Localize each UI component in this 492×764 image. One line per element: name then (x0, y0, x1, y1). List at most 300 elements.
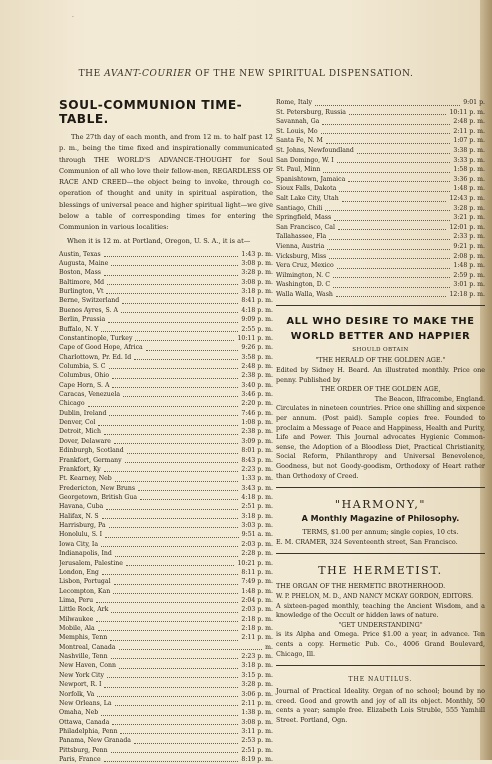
city-name: Norfolk, Va (59, 690, 95, 698)
local-time: 9:21 p. m. (453, 242, 485, 250)
local-time: 3:08 p. m. (241, 718, 273, 726)
timetable-row (276, 242, 485, 252)
timetable-row (59, 530, 273, 539)
city-name: Denver, Col (59, 419, 96, 427)
local-time: 1:48 p. m. (241, 587, 273, 595)
dot-leader (325, 210, 450, 211)
dot-leader (109, 415, 238, 416)
local-time: 3:15 p. m. (241, 671, 273, 679)
local-time: 9:09 p. m. (241, 316, 273, 324)
timetable-row (59, 325, 273, 334)
dot-leader (104, 687, 238, 688)
timetable-row (59, 362, 273, 371)
timetable-row (276, 290, 485, 300)
city-name: Wilmington, N. C (276, 271, 330, 279)
city-name: St. Johns, Newfoundland (276, 146, 354, 154)
timetable-row (59, 624, 273, 633)
local-time: 2:18 p. m. (241, 625, 273, 633)
dot-leader (104, 471, 239, 472)
local-time: 2:11 p. m. (241, 699, 273, 707)
ad-nautilus (276, 676, 485, 725)
timetable-row (276, 223, 485, 233)
timetable-row (59, 633, 273, 642)
timetable-row (276, 136, 485, 146)
timetable-row (59, 643, 273, 652)
timetable-row (59, 306, 273, 315)
dot-leader (96, 621, 238, 622)
city-name: Rome, Italy (276, 99, 312, 106)
dot-leader (119, 668, 238, 669)
dot-leader (323, 172, 450, 173)
city-name: Detroit, Mich (59, 428, 101, 436)
local-time: 1:33 p. m. (241, 475, 273, 483)
local-time: 2:53 p. m. (241, 737, 273, 745)
dot-leader (134, 359, 238, 360)
city-name: Edinburgh, Scotland (59, 447, 124, 455)
dot-leader (104, 434, 238, 435)
timetable-row (276, 252, 485, 262)
header-suffix: OF THE NEW SPIRITUAL DISPENSATION. (191, 69, 414, 79)
local-time: 7:49 p. m. (241, 578, 273, 586)
dot-leader (326, 143, 451, 144)
timetable-row (59, 596, 273, 605)
timetable-row (59, 680, 273, 689)
timetable-title: SOUL-COMMUNION TIME-TABLE. (59, 98, 243, 126)
timetable-right-list (276, 98, 485, 299)
city-name: St. Paul, Minn (276, 166, 321, 174)
timetable-row (59, 353, 273, 362)
local-time: 12:43 p. m. (449, 194, 485, 202)
local-time: 8:41 p. m. (241, 297, 273, 305)
local-time: 1:38 p. m. (241, 709, 273, 717)
dot-leader (348, 181, 450, 182)
local-time: 2:55 p. m. (241, 325, 273, 333)
city-name: Charlottown, Pr. Ed. Id (59, 353, 132, 361)
city-name: Columbia, S. C (59, 362, 106, 370)
timetable-row (276, 108, 485, 118)
dot-leader (140, 499, 238, 500)
dot-leader (122, 303, 238, 304)
city-name: Berlin, Prussia (59, 316, 106, 324)
dot-leader (322, 124, 450, 125)
dot-leader (127, 453, 239, 454)
dot-leader (111, 612, 238, 613)
timetable-row (59, 259, 273, 268)
timetable-row (59, 474, 273, 483)
city-name: Santiago, Chili (276, 204, 323, 212)
local-time: 8:43 p. m. (241, 456, 273, 464)
local-time: 3:03 p. m. (241, 522, 273, 530)
timetable-row (59, 512, 273, 521)
local-time: 3:01 p. m. (453, 281, 485, 289)
city-name: Nashville, Tenn (59, 653, 108, 661)
city-name: Philadelphia, Penn (59, 727, 118, 735)
dot-leader (106, 509, 238, 510)
timetable-row (59, 671, 273, 680)
dot-leader (105, 537, 239, 538)
timetable-row (276, 98, 485, 108)
city-name: New York City (59, 671, 104, 679)
city-name: Baltimore, Md (59, 278, 105, 286)
local-time: 2:38 p. m. (241, 372, 273, 380)
local-time: 1:48 p. m. (453, 185, 485, 193)
dot-leader (97, 696, 238, 697)
local-time: 2:20 p. m. (241, 400, 273, 408)
city-name: Cape of Good Hope, Africa (59, 344, 143, 352)
city-name: Austin, Texas (59, 250, 101, 258)
local-time: 2:59 p. m. (453, 271, 485, 279)
ad-hermetist-desc: A sixteen-paged monthly, teaching the Ancient Wisdom, and a knowledge of the Occult or hidden laws of nature. (276, 601, 485, 620)
timetable-left-list (59, 250, 273, 764)
city-name: Vicksburg, Miss (276, 252, 327, 260)
city-name: Montreal, Canada (59, 643, 116, 651)
local-time: 3:11 p. m. (241, 727, 273, 735)
city-name: Milwaukee (59, 615, 94, 623)
dot-leader (112, 724, 238, 725)
dot-leader (102, 518, 239, 519)
local-time: 3:58 p. m. (241, 353, 273, 361)
section-divider (276, 305, 485, 306)
local-time: 8:01 p. m. (241, 447, 273, 455)
dot-leader (327, 249, 450, 250)
local-time: 2:11 p. m. (453, 127, 485, 135)
timetable-row (276, 127, 485, 137)
city-name: San Domingo, W. I (276, 156, 334, 164)
timetable-row (59, 250, 273, 259)
ad-golden-age-title-1: ALL WHO DESIRE TO MAKE THE (286, 316, 475, 328)
timetable-row (276, 261, 485, 271)
city-name: New Orleans, La (59, 699, 112, 707)
section-divider (276, 487, 485, 488)
local-time: 1:07 p. m. (453, 137, 485, 145)
dot-leader (121, 312, 238, 313)
timetable-row (59, 493, 273, 502)
city-name: Tallahassee, Fla (276, 233, 327, 241)
local-time: 2:03 p. m. (241, 606, 273, 614)
timetable-row (59, 484, 273, 493)
dot-leader (102, 574, 239, 575)
ad-nautilus-body: Journal of Practical Ideality. Organ of no school; bound by no creed. Good and growth and joy of all its object. Monthly, 50 cents a year; sample free. Elizabeth Lois Struble, 555 Yamhill Street. Portland, Ogn. (276, 687, 485, 724)
timetable-row (59, 390, 273, 399)
dot-leader (333, 277, 451, 278)
ad-golden-age-order: THE ORDER OF THE GOLDEN AGE, (320, 385, 441, 394)
ad-golden-age-edited: Edited by Sidney H. Beard. An illustrated monthly. Price one penny. Published by (276, 366, 485, 384)
local-time: 3:43 p. m. (241, 484, 273, 492)
dot-leader (104, 275, 238, 276)
city-name: Caracas, Venezuela (59, 391, 121, 399)
city-name: Havana, Cuba (59, 503, 104, 511)
city-name: London, Eng (59, 568, 99, 576)
timetable-row (59, 446, 273, 455)
timetable-row (59, 437, 273, 446)
dot-leader (339, 191, 450, 192)
timetable-row (59, 568, 273, 577)
timetable-row (59, 268, 273, 277)
city-name: Dublin, Ireland (59, 409, 107, 417)
timetable-row (59, 521, 273, 530)
local-time: 2:03 p. m. (241, 540, 273, 548)
city-name: Savannah, Ga (276, 118, 320, 126)
timetable-row (59, 287, 273, 296)
local-time: 3:09 p. m. (241, 437, 273, 445)
timetable-row (276, 184, 485, 194)
dot-leader (115, 705, 239, 706)
timetable-row (276, 194, 485, 204)
timetable-row (59, 652, 273, 661)
dot-leader (115, 481, 239, 482)
city-name: Mobile, Ala (59, 625, 95, 633)
ad-hermetist-editors: W. P. PHELON, M. D., AND NANCY MCKAY GORDON, EDITORS. (276, 592, 474, 600)
dot-leader (109, 527, 239, 528)
timetable-row (59, 577, 273, 586)
city-name: Harrisburg, Pa (59, 522, 106, 530)
dot-leader (107, 677, 238, 678)
timetable-row (59, 615, 273, 624)
local-time: 3:36 p. m. (453, 175, 485, 183)
city-name: Indianapolis, Ind (59, 550, 112, 558)
local-time: 10:11 p. m. (449, 108, 485, 116)
timetable-reference-line: When it is 12 m. at Portland, Oregon, U. S. A., it is at— (67, 236, 251, 245)
city-name: Washington, D. C (276, 281, 331, 289)
city-name: Iowa City, Ia (59, 540, 99, 548)
local-time: 3:40 p. m. (241, 381, 273, 389)
dot-leader (110, 640, 238, 641)
local-time: 3:28 p. m. (241, 681, 273, 689)
city-name: Spanishtown, Jamaica (276, 175, 346, 183)
ad-hermetist-motto: "GET UNDERSTANDING" (338, 620, 423, 629)
local-time: 3:18 p. m. (241, 288, 273, 296)
timetable-row (59, 465, 273, 474)
local-time: 2:48 p. m. (241, 362, 273, 370)
city-name: St. Petersburg, Russia (276, 108, 346, 116)
ad-golden-age-should: SHOULD OBTAIN (352, 347, 409, 354)
ad-hermetist (276, 564, 485, 659)
local-time: 2:51 p. m. (241, 746, 273, 754)
timetable-row (59, 315, 273, 324)
timetable-row (59, 727, 273, 736)
local-time: 2:28 p. m. (241, 550, 273, 558)
timetable-row (59, 343, 273, 352)
ad-harmony-publisher: E. M. CRAMER, 324 Seventeenth street, San Francisco. (276, 537, 458, 546)
city-name: Chicago (59, 400, 85, 408)
city-name: Omaha, Neb (59, 709, 99, 717)
timetable-row (276, 204, 485, 214)
city-name: Dover, Delaware (59, 437, 111, 445)
dot-leader (98, 630, 239, 631)
timetable-row (59, 661, 273, 670)
local-time: m. (265, 643, 273, 651)
city-name: Constantinople, Turkey (59, 334, 133, 342)
dot-leader (337, 268, 451, 269)
local-time: 9:51 a. m. (241, 531, 273, 539)
dot-leader (104, 761, 239, 762)
local-time: 3:28 p. m. (453, 204, 485, 212)
local-time: 2:38 p. m. (241, 428, 273, 436)
local-time: 10:21 p. m. (237, 559, 273, 567)
dot-leader (125, 462, 239, 463)
dot-leader (146, 350, 239, 351)
local-time: 3:38 p. m. (453, 146, 485, 154)
dot-leader (357, 153, 451, 154)
local-time: 1:43 p. m. (241, 250, 273, 258)
ad-harmony-terms: TERMS, $1.00 per annum; single copies, 10 cts. (302, 528, 459, 537)
local-time: 3:21 p. m. (453, 214, 485, 222)
timetable-row (59, 718, 273, 727)
local-time: 3:08 p. m. (241, 278, 273, 286)
dot-leader (101, 546, 238, 547)
local-time: 8:19 p. m. (241, 756, 273, 764)
timetable-row (59, 587, 273, 596)
timetable-row (59, 699, 273, 708)
local-time: 2:23 p. m. (241, 465, 273, 473)
local-time: 10:11 p. m. (237, 334, 273, 342)
city-name: Boston, Mass (59, 269, 101, 277)
dot-leader (329, 258, 450, 259)
ad-hermetist-body: is its Alpha and Omega. Price $1.00 a year, in advance. Ten cents a copy. Hermetic Pub. Co., 4006 Grand Boulevard, Chicago, Ill. (276, 630, 485, 658)
ad-golden-age-body: Circulates in nineteen countries. Price one shilling and sixpence per annum. (Post paid). Sample copies free. Founded to proclaim a Message of Peace and Happiness, Health and Purity, Life and Power. This Journal advocates Hygienic Common-sense, the Adoption of a Bloodless Diet, Practical Christianity, Social Reform, Philanthropy and Universal Benevolence, Goodness, but not Goody-goodism, Orthodoxy of Heart rather than Orthodoxy of Creed. (276, 404, 485, 480)
header-prefix: THE (78, 69, 105, 79)
timetable-row (59, 549, 273, 558)
dot-leader (114, 443, 238, 444)
local-time: 4:18 p. m. (241, 306, 273, 314)
city-name: San Francisco, Cal (276, 223, 335, 231)
timetable-row (59, 381, 273, 390)
dot-leader (315, 105, 460, 106)
running-header (0, 69, 492, 79)
dot-leader (108, 322, 238, 323)
dot-leader (88, 406, 239, 407)
city-name: Santa Fe, N. M (276, 137, 323, 145)
dot-leader (114, 584, 239, 585)
ad-nautilus-title: THE NAUTILUS. (348, 676, 413, 684)
city-name: Memphis, Tenn (59, 634, 108, 642)
dot-leader (104, 256, 239, 257)
city-name: Vienna, Austria (276, 242, 325, 250)
local-time: 2:33 p. m. (453, 233, 485, 241)
local-time: 2:11 p. m. (241, 634, 273, 642)
timetable-row (59, 540, 273, 549)
local-time: 2:18 p. m. (241, 615, 273, 623)
timetable-row (276, 213, 485, 223)
dot-leader (107, 284, 238, 285)
dot-leader (337, 162, 451, 163)
dot-leader (113, 593, 238, 594)
dot-leader (106, 293, 238, 294)
local-time: 3:33 p. m. (453, 156, 485, 164)
dot-leader (329, 239, 450, 240)
city-name: Frankfort, Germany (59, 456, 122, 464)
timetable-intro-text: The 27th day of each month, and from 12 m. to half past 12 p. m., being the time fixed and inspirationally communicated through THE WORLD'S ADVANCE-THOUGHT for Soul Communion of all who love their fellow-men, REGARDLESS OF RACE AND CREED—the object being to invoke, through co-operation of thought and unity in spiritual aspiration, the blessings of universal peace and higher spiritual light—we give below a table of corresponding times for entering the Communion in various localities: (59, 133, 273, 232)
local-time: 3:28 p. m. (241, 269, 273, 277)
ad-golden-age (276, 316, 485, 481)
local-time: 1:08 p. m. (241, 419, 273, 427)
timetable-row (276, 156, 485, 166)
city-name: St. Louis, Mo (276, 127, 318, 135)
local-time: 1:58 p. m. (453, 166, 485, 174)
timetable-row (59, 409, 273, 418)
dot-leader (334, 220, 450, 221)
local-time: 2:04 p. m. (241, 596, 273, 604)
city-name: Buenos Ayres, S. A (59, 306, 118, 314)
city-name: Georgetown, British Gua (59, 494, 138, 501)
dot-leader (349, 114, 447, 115)
city-name: Augusta, Maine (59, 260, 109, 268)
dot-leader (111, 658, 239, 659)
header-italic-title: AVANT-COURIER (104, 69, 192, 79)
dot-leader (333, 287, 450, 288)
timetable-row (276, 232, 485, 242)
city-name: Panama, New Granada (59, 737, 131, 745)
dot-leader (96, 602, 238, 603)
dot-leader (101, 715, 238, 716)
timetable-row (59, 736, 273, 745)
local-time: 3:18 p. m. (241, 662, 273, 670)
city-name: Honolulu, S. I (59, 531, 103, 539)
section-divider (276, 553, 485, 554)
local-time: 3:18 p. m. (241, 512, 273, 520)
local-time: 3:06 p. m. (241, 690, 273, 698)
dot-leader (111, 265, 238, 266)
local-time: 9:01 p. (463, 99, 485, 106)
timetable-row (59, 334, 273, 343)
timetable-row (59, 502, 273, 511)
timetable-row (276, 271, 485, 281)
local-time: 12:18 p. m. (449, 290, 485, 298)
local-time: 4:18 p. m. (241, 494, 273, 501)
dot-leader (115, 556, 239, 557)
city-name: Lecompton, Kan (59, 587, 111, 595)
city-name: Paris, France (59, 756, 101, 764)
dot-leader (112, 378, 238, 379)
timetable-row (276, 280, 485, 290)
city-name: Cape Horn, S. A (59, 381, 110, 389)
local-time: 3:08 p. m. (241, 260, 273, 268)
city-name: Halifax, N. S (59, 512, 99, 520)
timetable-row (59, 456, 273, 465)
ad-harmony-subtitle: A Monthly Magazine of Philosophy. (301, 514, 460, 524)
city-name: Vera Cruz, Mexico (276, 262, 334, 270)
timetable-row (59, 296, 273, 305)
timetable-row (59, 690, 273, 699)
dot-leader (126, 565, 235, 566)
city-name: Frankfort, Ky (59, 465, 101, 473)
city-name: Salt Lake City, Utah (276, 194, 339, 202)
city-name: New Haven, Conn (59, 662, 116, 670)
dot-leader (101, 331, 238, 332)
dot-leader (112, 387, 238, 388)
timetable-row (59, 708, 273, 717)
ad-golden-age-herald: "THE HERALD OF THE GOLDEN AGE." (315, 356, 446, 365)
timetable-row (276, 175, 485, 185)
timetable-row (59, 428, 273, 437)
timetable-row (59, 371, 273, 380)
local-time: 2:23 p. m. (241, 653, 273, 661)
local-time: 7:46 p. m. (241, 409, 273, 417)
timetable-intro (59, 132, 273, 234)
city-name: Sioux Falls, Dakota (276, 185, 337, 193)
left-column (59, 98, 273, 764)
city-name: Newport, R. I (59, 681, 102, 689)
city-name: Ottawa, Canada (59, 718, 110, 726)
dot-leader (321, 133, 451, 134)
right-column (276, 98, 485, 726)
dot-leader (336, 296, 447, 297)
ad-golden-age-title-2: WORLD BETTER AND HAPPIER (290, 331, 471, 343)
dot-leader (138, 490, 238, 491)
timetable-row (59, 418, 273, 427)
city-name: Fredericton, New Bruns (59, 484, 136, 492)
scan-speck: . (72, 12, 74, 19)
